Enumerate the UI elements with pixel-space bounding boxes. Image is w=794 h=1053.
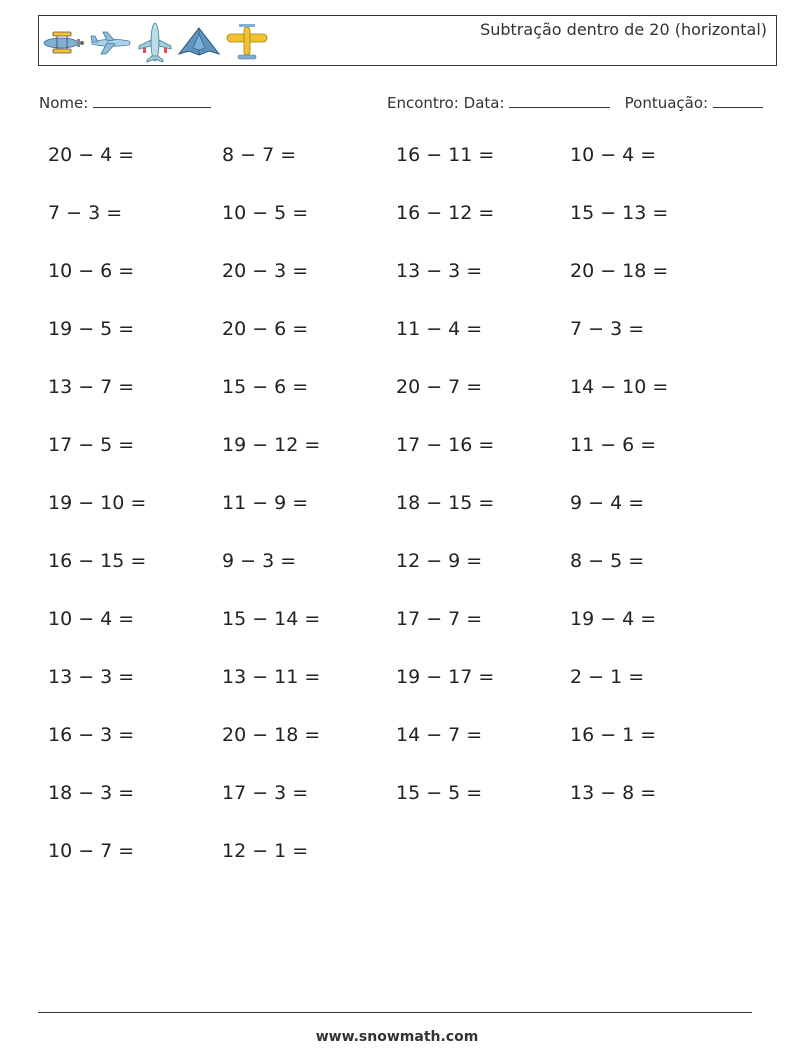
- name-label: Nome:: [39, 94, 89, 112]
- subtraction-problem: 16 − 15 =: [48, 550, 147, 572]
- subtraction-problem: 14 − 7 =: [396, 724, 483, 746]
- subtraction-problem: 20 − 18 =: [570, 260, 669, 282]
- subtraction-problem: 19 − 5 =: [48, 318, 135, 340]
- name-field: [39, 92, 211, 112]
- subtraction-problem: 19 − 10 =: [48, 492, 147, 514]
- subtraction-problem: 15 − 6 =: [222, 376, 309, 398]
- subtraction-problem: 17 − 3 =: [222, 782, 309, 804]
- name-blank[interactable]: [93, 92, 211, 108]
- subtraction-problem: 11 − 9 =: [222, 492, 309, 514]
- subtraction-problem: 20 − 7 =: [396, 376, 483, 398]
- subtraction-problem: 18 − 15 =: [396, 492, 495, 514]
- subtraction-problem: 13 − 3 =: [48, 666, 135, 688]
- score-blank[interactable]: [713, 92, 763, 108]
- subtraction-problem: 15 − 13 =: [570, 202, 669, 224]
- subtraction-problem: [570, 840, 744, 898]
- jet-plane-icon: [89, 24, 133, 60]
- problem-row: [48, 434, 748, 492]
- problem-row: [48, 608, 748, 666]
- subtraction-problem: 10 − 5 =: [222, 202, 309, 224]
- subtraction-problem: 10 − 6 =: [48, 260, 135, 282]
- subtraction-problem: 14 − 10 =: [570, 376, 669, 398]
- biplane-icon: [41, 24, 85, 60]
- subtraction-problem: [396, 840, 570, 898]
- subtraction-problem: 13 − 7 =: [48, 376, 135, 398]
- subtraction-problem: 20 − 4 =: [48, 144, 135, 166]
- subtraction-problem: 20 − 3 =: [222, 260, 309, 282]
- subtraction-problem: 17 − 5 =: [48, 434, 135, 456]
- subtraction-problem: 9 − 3 =: [222, 550, 297, 572]
- problem-row: [48, 144, 748, 202]
- propeller-plane-icon: [225, 22, 269, 62]
- subtraction-problem: 11 − 4 =: [396, 318, 483, 340]
- problem-row: [48, 840, 748, 898]
- problem-row: [48, 260, 748, 318]
- problem-row: [48, 782, 748, 840]
- worksheet-header: [38, 15, 777, 66]
- problem-row: [48, 376, 748, 434]
- subtraction-problem: 16 − 11 =: [396, 144, 495, 166]
- subtraction-problem: 13 − 8 =: [570, 782, 657, 804]
- score-label: Pontuação:: [624, 94, 709, 112]
- subtraction-problem: 17 − 7 =: [396, 608, 483, 630]
- problem-row: [48, 666, 748, 724]
- date-blank[interactable]: [509, 92, 610, 108]
- subtraction-problem: 7 − 3 =: [48, 202, 123, 224]
- subtraction-problem: 17 − 16 =: [396, 434, 495, 456]
- subtraction-problem: 7 − 3 =: [570, 318, 645, 340]
- subtraction-problem: 19 − 4 =: [570, 608, 657, 630]
- subtraction-problem: 10 − 4 =: [570, 144, 657, 166]
- problem-row: [48, 202, 748, 260]
- subtraction-problem: 13 − 3 =: [396, 260, 483, 282]
- subtraction-problem: 8 − 5 =: [570, 550, 645, 572]
- header-icons: [41, 20, 269, 64]
- footer-divider: [38, 1012, 752, 1013]
- subtraction-problem: 2 − 1 =: [570, 666, 645, 688]
- subtraction-problem: 10 − 7 =: [48, 840, 135, 862]
- subtraction-problem: 15 − 14 =: [222, 608, 321, 630]
- worksheet-title: Subtração dentro de 20 (horizontal): [480, 20, 767, 39]
- stealth-plane-icon: [177, 24, 221, 60]
- date-label: Data:: [463, 94, 505, 112]
- subtraction-problem: 20 − 6 =: [222, 318, 309, 340]
- subtraction-problem: 16 − 1 =: [570, 724, 657, 746]
- subtraction-problem: 12 − 9 =: [396, 550, 483, 572]
- footer-website: www.snowmath.com: [315, 1029, 479, 1045]
- subtraction-problem: 12 − 1 =: [222, 840, 309, 862]
- subtraction-problem: 13 − 11 =: [222, 666, 321, 688]
- subtraction-problem: 15 − 5 =: [396, 782, 483, 804]
- problem-row: [48, 724, 748, 782]
- airliner-icon: [137, 20, 173, 64]
- subtraction-problem: 19 − 12 =: [222, 434, 321, 456]
- meeting-field: [387, 92, 763, 112]
- problem-row: [48, 318, 748, 376]
- problem-row: [48, 492, 748, 550]
- subtraction-problem: 18 − 3 =: [48, 782, 135, 804]
- subtraction-problem: 10 − 4 =: [48, 608, 135, 630]
- subtraction-problem: 16 − 12 =: [396, 202, 495, 224]
- problem-row: [48, 550, 748, 608]
- subtraction-problem: 19 − 17 =: [396, 666, 495, 688]
- problem-grid: [48, 144, 748, 898]
- subtraction-problem: 9 − 4 =: [570, 492, 645, 514]
- subtraction-problem: 8 − 7 =: [222, 144, 297, 166]
- subtraction-problem: 16 − 3 =: [48, 724, 135, 746]
- meeting-label: Encontro:: [387, 94, 459, 112]
- subtraction-problem: 20 − 18 =: [222, 724, 321, 746]
- subtraction-problem: 11 − 6 =: [570, 434, 657, 456]
